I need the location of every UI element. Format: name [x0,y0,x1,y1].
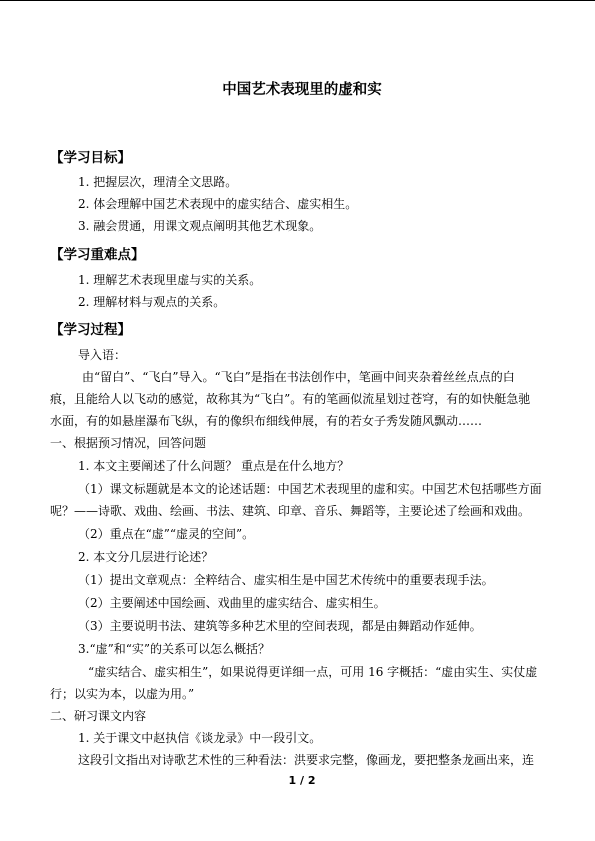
process-line: 痕，且能给人以飞动的感觉，故称其为“飞白”。有的笔画似流星划过苍穹，有的如快艇急驰 [50,392,531,406]
process-line: 1. 关于课文中赵执信《谈龙录》中一段引文。 [78,731,322,745]
process-line: 1. 本文主要阐述了什么问题？ 重点是在什么地方？ [78,459,350,473]
process-line: （1）课文标题就是本文的论述话题：中国艺术表现里的虚和实。中国艺术包括哪些方面 [78,482,542,496]
process-line: （2）主要阐述中国绘画、戏曲里的虚实结合、虚实相生。 [78,596,386,610]
process-line: 导入语： [78,348,127,362]
process-line: “虚实结合、虚实相生”，如果说得更详细一点，可用 16 字概括：“虚由实生、实仗虚 [88,665,538,679]
key-point-item: 1. 理解艺术表现里虚与实的关系。 [78,273,262,287]
process-line: （2）重点在“虚”“虚灵的空间”。 [78,527,255,541]
goal-item: 2. 体会理解中国艺术表现中的虚实结合、虚实相生。 [78,197,358,211]
process-line: 水面，有的如悬崖瀑布飞纵，有的像织布细线伸展，有的若女子秀发随风飘动…… [50,414,483,428]
process-line: （1）提出文章观点：全粹结合、虚实相生是中国艺术传统中的重要表现手法。 [78,573,494,587]
process-line: 一、根据预习情况，回答问题 [50,436,207,450]
process-line: 行；以实为本，以虚为用。” [50,687,195,701]
process-line: 2. 本文分几层进行论述？ [78,550,214,564]
goal-item: 3. 融会贯通，用课文观点阐明其他艺术现象。 [78,219,322,233]
document-title: 中国艺术表现里的虚和实 [222,82,382,98]
goal-item: 1. 把握层次，理清全文思路。 [78,175,238,189]
page-number: 1 / 2 [288,774,316,787]
section-heading-goals: 【学习目标】 [50,150,131,166]
process-line: 3.“虚”和“实”的关系可以怎么概括？ [78,642,270,656]
key-point-item: 2. 理解材料与观点的关系。 [78,295,226,309]
process-line: 由“留白”、“飞白”导入。“飞白”是指在书法创作中，笔画中间夹杂着丝丝点点的白 [82,370,515,384]
process-line: （3）主要说明书法、建筑等多种艺术里的空间表现，都是由舞蹈动作延伸。 [78,619,482,633]
section-heading-process: 【学习过程】 [50,322,131,338]
process-line: 这段引文指出对诗歌艺术性的三种看法：洪要求完整，像画龙，要把整条龙画出来，连 [78,753,535,767]
section-heading-key-points: 【学习重难点】 [50,247,145,263]
process-line: 二、研习课文内容 [50,709,147,723]
process-line: 呢？——诗歌、戏曲、绘画、书法、建筑、印章、音乐、舞蹈等，主要论述了绘画和戏曲。 [50,504,531,518]
top-rule [0,0,595,1]
